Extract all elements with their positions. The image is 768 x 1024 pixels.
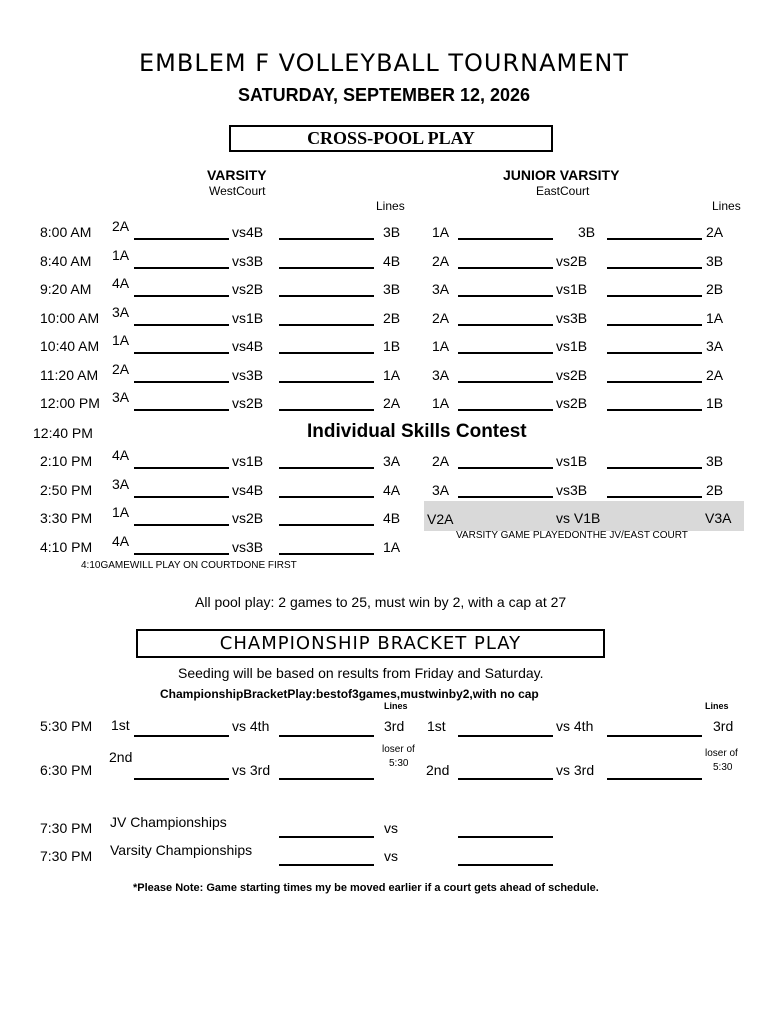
varsity-line-a	[134, 381, 229, 383]
row-time: 10:00 AM	[40, 309, 100, 326]
r1-time: 5:30 PM	[40, 718, 93, 734]
jv-team-a: 2A	[432, 252, 450, 269]
jv-final-label: JV Championships	[110, 814, 227, 830]
varsity-team-a: 1A	[112, 246, 130, 263]
jv-lines-label: Lines	[712, 199, 741, 213]
r2-right-line-a	[458, 778, 553, 780]
r1-right-vs: vs 4th	[556, 718, 594, 734]
varsity-team-a: 2A	[112, 360, 130, 377]
varsity-team-a: 4A	[112, 275, 130, 291]
varsity-vs: vs1B	[232, 453, 264, 469]
jv-vs: vs2B	[556, 252, 588, 269]
varsity-line-a	[134, 467, 229, 469]
r1-left-seed: 1st	[111, 717, 130, 733]
varsity-vs: vs2B	[232, 510, 264, 526]
varsity-final-label: Varsity Championships	[110, 842, 253, 858]
jv-team-a: 3A	[432, 481, 450, 498]
varsity-team-a: 3A	[112, 389, 130, 405]
jv-lines-team: 1A	[706, 309, 724, 326]
varsity-lines-team: 4B	[383, 510, 401, 526]
championship-header: CHAMPIONSHIP BRACKET PLAY	[136, 629, 605, 658]
varsity-lines-team: 2B	[383, 309, 401, 326]
varsity-team-a: 3A	[112, 475, 130, 492]
jv-court: EastCourt	[536, 184, 590, 198]
varsity-line-a	[134, 324, 229, 326]
row-time: 8:00 AM	[40, 224, 92, 240]
r2-right-line-b	[607, 778, 702, 780]
varsity-final-line-a	[279, 864, 374, 866]
varsity-vs: vs4B	[232, 338, 264, 354]
r2-left-lines-2: 5:30	[389, 758, 409, 769]
varsity-final-vs: vs	[384, 848, 398, 864]
jv-line-a	[458, 352, 553, 354]
varsity-line-a	[134, 524, 229, 526]
r2-time: 6:30 PM	[40, 762, 93, 778]
varsity-line-b	[279, 467, 374, 469]
varsity-final-line-b	[458, 864, 553, 866]
varsity-lines-team: 3B	[383, 281, 401, 297]
varsity-lines-team: 3B	[383, 224, 401, 240]
jv-vs: vs2B	[556, 395, 588, 411]
row-time: 8:40 AM	[40, 252, 92, 269]
game-court-note: 4:10GAMEWILL PLAY ON COURTDONE FIRST	[81, 560, 297, 571]
jv-vs: vs3B	[556, 309, 588, 326]
varsity-line-b	[279, 324, 374, 326]
jv-lines-team: 3B	[706, 252, 724, 269]
r1-right-seed: 1st	[427, 718, 446, 734]
varsity-team-a: 4A	[112, 532, 130, 549]
varsity-lines-team: 4A	[383, 481, 401, 498]
varsity-line-b	[279, 352, 374, 354]
seeding-note: Seeding will be based on results from Friday and Saturday.	[178, 665, 544, 681]
jv-team-a: 1A	[432, 395, 450, 411]
varsity-team-a: 1A	[112, 332, 130, 348]
varsity-team-a: 4A	[112, 447, 130, 463]
varsity-vs: vs3B	[232, 538, 264, 555]
tournament-date: SATURDAY, SEPTEMBER 12, 2026	[237, 85, 531, 105]
row-time: 11:20 AM	[40, 366, 99, 383]
jv-vs: vs1B	[556, 281, 588, 297]
jv-lines-team: 2B	[706, 281, 724, 297]
varsity-lines-team: 2A	[383, 395, 401, 411]
r2-right-seed: 2nd	[426, 762, 450, 778]
jv-final-line-a	[279, 836, 374, 838]
varsity-line-b	[279, 409, 374, 411]
r1-left-line-b	[279, 735, 374, 737]
row-time: 3:30 PM	[40, 510, 93, 526]
jv-team-a: 1A	[432, 224, 450, 240]
varsity-vs: vs1B	[232, 309, 264, 326]
varsity-lines-team: 3A	[383, 453, 401, 469]
jv-line-b	[607, 295, 702, 297]
row-time: 2:10 PM	[40, 453, 93, 469]
varsity-vs: vs2B	[232, 281, 264, 297]
jv-team-a: V2A	[427, 511, 454, 527]
jv-line-a	[458, 467, 553, 469]
varsity-vs: vs4B	[232, 481, 264, 498]
jv-vs: 3B	[578, 224, 596, 240]
varsity-lines-team: 4B	[383, 252, 401, 269]
varsity-line-b	[279, 524, 374, 526]
row-time: 12:00 PM	[40, 395, 100, 411]
r1-left-lines: 3rd	[384, 718, 405, 734]
r2-left-line-b	[279, 778, 374, 780]
jv-line-b	[607, 352, 702, 354]
schedule-note: *Please Note: Game starting times my be moved earlier if a court gets ahead of schedule.	[133, 882, 599, 894]
jv-line-b	[607, 409, 702, 411]
jv-lines-team: 3B	[706, 453, 724, 469]
jv-lines-team: 2B	[706, 481, 724, 498]
jv-line-a	[458, 381, 553, 383]
jv-line-a	[458, 409, 553, 411]
r2-left-vs: vs 3rd	[232, 762, 271, 778]
varsity-lines-team: 1A	[383, 538, 401, 555]
cross-pool-header: CROSS-POOL PLAY	[229, 125, 553, 152]
jv-line-a	[458, 295, 553, 297]
r2-right-vs: vs 3rd	[556, 762, 595, 778]
skills-time: 12:40 PM	[33, 425, 93, 441]
r1-right-line-b	[607, 735, 702, 737]
jv-vs: vs1B	[556, 338, 588, 354]
jv-final-line-b	[458, 836, 553, 838]
row-time: 10:40 AM	[40, 338, 100, 354]
varsity-line-b	[279, 238, 374, 240]
varsity-line-a	[134, 553, 229, 555]
jv-lines-team: 3A	[706, 338, 724, 354]
r2-left-lines-1: loser of	[382, 744, 415, 755]
varsity-team-a: 3A	[112, 303, 130, 320]
varsity-vs: vs3B	[232, 366, 264, 383]
varsity-line-b	[279, 553, 374, 555]
jv-line-a	[458, 238, 553, 240]
row-time: 9:20 AM	[40, 281, 92, 297]
championship-rules: ChampionshipBracketPlay:bestof3games,mustwinby2,with no cap	[160, 687, 539, 701]
varsity-vs: vs3B	[232, 252, 264, 269]
varsity-lines-team: 1B	[383, 338, 401, 354]
jv-line-a	[458, 324, 553, 326]
jv-line-b	[607, 467, 702, 469]
jv-team-a: 2A	[432, 309, 450, 326]
varsity-team-a: 2A	[112, 218, 130, 234]
row-time: 4:10 PM	[40, 538, 93, 555]
jv-team-a: 2A	[432, 453, 450, 469]
skills-contest-label: Individual Skills Contest	[307, 421, 527, 442]
jv-line-b	[607, 496, 702, 498]
jv-team-a: 3A	[432, 366, 450, 383]
varsity-court-note: VARSITY GAME PLAYEDONTHE JV/EAST COURT	[456, 530, 688, 541]
r1-right-line-a	[458, 735, 553, 737]
r2-left-line-a	[134, 778, 229, 780]
r2-right-lines-1: loser of	[705, 748, 738, 759]
jv-lines-team: 2A	[706, 224, 724, 240]
jv-line-a	[458, 496, 553, 498]
varsity-line-b	[279, 381, 374, 383]
varsity-line-b	[279, 267, 374, 269]
varsity-lines-label: Lines	[376, 199, 405, 213]
varsity-final-time: 7:30 PM	[40, 848, 93, 864]
jv-team-a: 3A	[432, 281, 450, 297]
varsity-vs: vs2B	[232, 395, 264, 411]
varsity-vs: vs4B	[232, 224, 264, 240]
jv-lines-team: V3A	[705, 510, 732, 526]
varsity-line-b	[279, 496, 374, 498]
jv-vs: vs2B	[556, 366, 588, 383]
varsity-line-a	[134, 238, 229, 240]
jv-line-b	[607, 238, 702, 240]
jv-team-a: 1A	[432, 338, 450, 354]
tournament-title: EMBLEM F VOLLEYBALL TOURNAMENT	[139, 49, 629, 77]
varsity-line-a	[134, 409, 229, 411]
jv-line-b	[607, 267, 702, 269]
jv-line-b	[607, 381, 702, 383]
jv-label: JUNIOR VARSITY	[503, 167, 620, 183]
jv-vs: vs V1B	[556, 510, 601, 526]
champ-lines-label-left: Lines	[384, 701, 408, 711]
champ-lines-label-right: Lines	[705, 701, 729, 711]
varsity-lines-team: 1A	[383, 366, 401, 383]
varsity-line-b	[279, 295, 374, 297]
jv-lines-team: 2A	[706, 366, 724, 383]
varsity-line-a	[134, 352, 229, 354]
r2-right-lines-2: 5:30	[713, 762, 733, 773]
r2-left-seed: 2nd	[109, 749, 133, 765]
varsity-court: WestCourt	[209, 184, 266, 198]
pool-rules: All pool play: 2 games to 25, must win by 2, with a cap at 27	[195, 594, 567, 610]
jv-final-time: 7:30 PM	[40, 820, 93, 836]
varsity-line-a	[134, 496, 229, 498]
row-time: 2:50 PM	[40, 481, 93, 498]
r1-left-line-a	[134, 735, 229, 737]
jv-vs: vs3B	[556, 481, 588, 498]
jv-lines-team: 1B	[706, 395, 724, 411]
r1-left-vs: vs 4th	[232, 718, 270, 734]
varsity-line-a	[134, 295, 229, 297]
jv-line-a	[458, 267, 553, 269]
jv-vs: vs1B	[556, 453, 588, 469]
r1-right-lines: 3rd	[713, 718, 734, 734]
jv-final-vs: vs	[384, 820, 398, 836]
varsity-team-a: 1A	[112, 504, 130, 520]
varsity-label: VARSITY	[207, 167, 267, 183]
jv-line-b	[607, 324, 702, 326]
varsity-line-a	[134, 267, 229, 269]
